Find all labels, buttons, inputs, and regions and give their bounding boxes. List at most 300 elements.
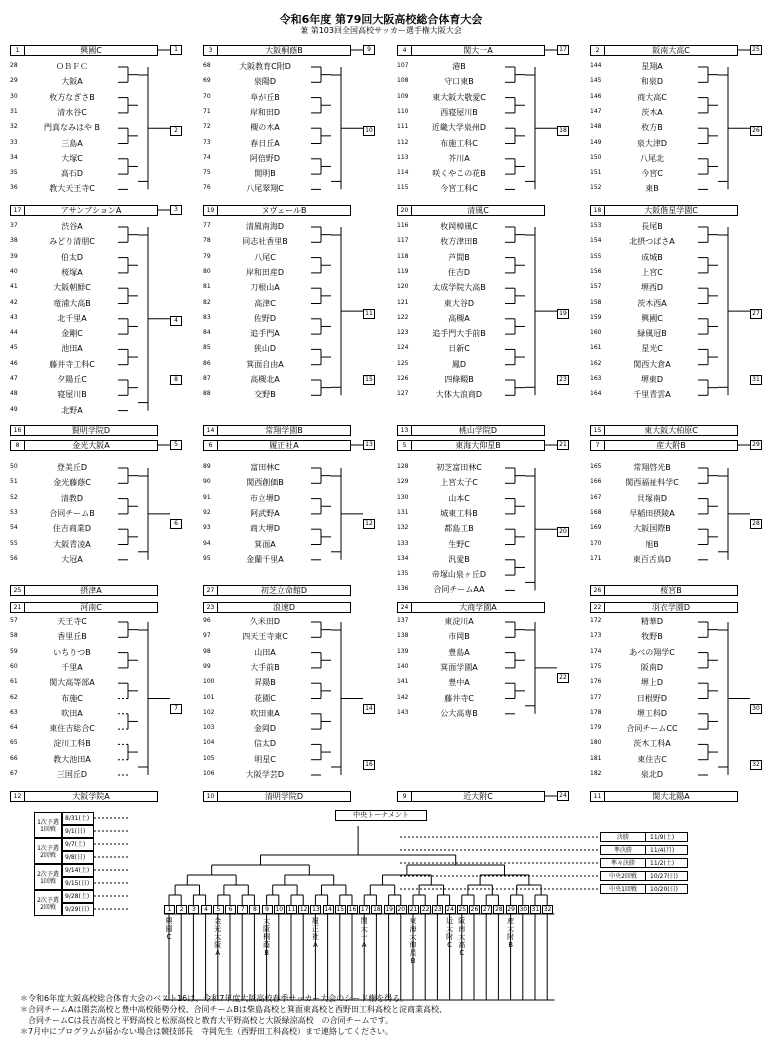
entry-team: 西寝屋川B: [440, 107, 478, 117]
round-date: 11/9(土): [650, 834, 675, 841]
central-slot: 11: [287, 906, 296, 913]
entry-number: 93: [203, 524, 211, 532]
seed-number: 16: [11, 426, 25, 435]
central-slot: 23: [434, 906, 442, 913]
entry-team: 興國C: [641, 313, 663, 323]
entry-number: 37: [10, 222, 18, 229]
entry-number: 126: [397, 375, 409, 382]
seed-team-name: 清風C: [467, 206, 489, 215]
match-number-box: 17: [557, 45, 569, 55]
entry-number: 57: [10, 617, 18, 624]
seed-number: 20: [398, 206, 412, 215]
central-slot: 24: [446, 906, 454, 913]
legend-date: 9/29(日): [62, 903, 94, 916]
entry-number: 115: [397, 184, 409, 192]
entry-team: 富田林C: [250, 463, 280, 472]
entry-team: 池田A: [61, 344, 83, 354]
central-seeded-team: 東海大仰星B: [409, 917, 417, 965]
entry-number: 84: [203, 329, 211, 337]
entry-number: 70: [203, 92, 211, 100]
entry-team: 金蘭千里A: [246, 554, 284, 564]
entry-team: 東住吉C: [637, 754, 667, 764]
entry-team: 金岡D: [253, 724, 277, 734]
central-slot: 21: [409, 906, 418, 913]
entry-number: 39: [10, 252, 18, 260]
entry-number: 164: [590, 390, 602, 398]
entry-team: 都島工B: [444, 524, 474, 534]
match-number-box: 21: [557, 440, 569, 450]
seed-number: 6: [204, 441, 218, 450]
central-slot: 3: [188, 905, 199, 914]
entry-team: 門真なみはや B: [43, 123, 101, 133]
seed-number: 27: [204, 586, 218, 595]
entry-team: 東大谷D: [443, 298, 475, 308]
entry-team: 東百舌鳥D: [632, 554, 672, 564]
entry-team: 三国丘D: [56, 770, 88, 779]
entry-number: 152: [590, 184, 602, 192]
entry-team: 金剛C: [61, 329, 83, 339]
entry-number: 98: [203, 647, 211, 655]
entry-team: 槻の木A: [250, 123, 280, 133]
entry-number: 168: [590, 508, 602, 516]
seed-team-name: 桃山学院D: [458, 426, 498, 435]
entry-number: 159: [590, 313, 602, 321]
entry-number: 75: [203, 169, 211, 177]
seed-number: 7: [591, 441, 605, 450]
entry-team: あべの翔学C: [629, 647, 675, 657]
entry-number: 95: [203, 554, 211, 562]
entry-team: 布施工科C: [440, 138, 478, 148]
entry-number: 112: [397, 138, 409, 146]
seed-number: 3: [204, 46, 218, 55]
seed-box: [203, 45, 351, 56]
entry-number: 162: [590, 359, 602, 367]
entry-team: 精華D: [640, 617, 664, 626]
central-round-date: [600, 871, 688, 881]
entry-team: 大手前B: [250, 662, 280, 672]
round-date: 11/2(土): [650, 860, 675, 867]
entry-team: 泉大津D: [636, 138, 668, 148]
entry-number: 149: [590, 138, 602, 146]
entry-number: 63: [10, 708, 18, 716]
seed-number: 10: [204, 792, 218, 801]
entry-number: 48: [10, 390, 18, 398]
entry-team: 大冠A: [61, 554, 83, 564]
entry-number: 176: [590, 678, 602, 686]
entry-team: 大阪国際B: [633, 524, 671, 534]
seed-number: 14: [204, 426, 218, 435]
round-name: 中央1回戦: [601, 885, 646, 894]
round-date: 10/20(日): [650, 886, 678, 893]
central-slot: 10: [275, 906, 284, 913]
entry-team: 堺西D: [640, 283, 664, 293]
entry-number: 102: [203, 708, 215, 716]
entry-number: 109: [397, 92, 409, 100]
entry-team: 大阪A: [61, 77, 83, 87]
seed-team-name: 関大北陽A: [652, 792, 690, 801]
entry-number: 30: [10, 92, 18, 100]
central-slot: 17: [360, 906, 369, 913]
central-slot: 1: [164, 905, 175, 914]
central-seeded-team: 大阪桐蔭B: [263, 917, 271, 957]
entry-team: 生野C: [448, 539, 470, 549]
entry-team: 初芝富田林C: [436, 463, 482, 472]
entry-number: 50: [10, 463, 18, 470]
match-number-box: 1: [170, 45, 182, 55]
seed-box: [397, 45, 545, 56]
entry-team: 追手門大手前B: [432, 329, 486, 339]
seed-number: 22: [591, 603, 605, 612]
entry-team: 八尾翠翔C: [246, 184, 284, 194]
entry-number: 141: [397, 678, 409, 686]
entry-number: 67: [10, 770, 18, 777]
entry-number: 40: [10, 267, 18, 275]
seed-team-name: 東大阪大柏原C: [644, 426, 698, 435]
entry-team: 岸和田D: [249, 107, 281, 117]
entry-team: 香里丘B: [57, 632, 87, 642]
legend-date: 9/14(土): [62, 864, 94, 877]
page-title: 令和6年度 第79回大阪高校総合体育大会: [279, 13, 483, 26]
entry-number: 173: [590, 632, 602, 640]
entry-team: 箕面学園A: [440, 662, 478, 672]
entry-team: 山本C: [448, 493, 470, 503]
entry-team: 商大高C: [637, 92, 667, 102]
entry-number: 171: [590, 554, 602, 562]
seed-number: 9: [398, 792, 412, 801]
entry-number: 140: [397, 662, 409, 670]
central-slot: 32: [543, 906, 552, 913]
entry-team: 北野A: [61, 405, 83, 415]
entry-number: 170: [590, 539, 602, 547]
entry-number: 47: [10, 375, 18, 382]
entry-number: 117: [397, 237, 409, 245]
entry-number: 54: [10, 524, 18, 532]
entry-number: 46: [10, 359, 18, 367]
entry-number: 129: [397, 478, 409, 486]
entry-number: 99: [203, 662, 211, 670]
legend-round: 2次予選 2回戦: [34, 890, 62, 916]
entry-team: 枚方なぎさB: [49, 92, 95, 102]
entry-team: 明星C: [254, 754, 276, 764]
entry-team: 茨木A: [641, 107, 663, 117]
entry-number: 44: [10, 329, 18, 337]
entry-team: 東B: [645, 184, 659, 194]
entry-number: 58: [10, 632, 18, 640]
seed-team-name: 履正社A: [269, 441, 299, 450]
match-number-box: 8: [170, 375, 182, 385]
footnote-line: ＊7月中にプログラムが届かない場合は競技部長 寺岡先生（西野田工科高校）まで連絡してください。: [20, 1027, 394, 1036]
seed-number: 17: [11, 206, 25, 215]
entry-number: 132: [397, 524, 409, 532]
entry-number: 43: [10, 313, 18, 321]
entry-team: 藤井寺C: [444, 693, 474, 703]
entry-team: 牧野B: [641, 632, 663, 642]
page-subtitle: 兼 第103回全国高校サッカー選手権大阪大会: [300, 26, 462, 35]
entry-team: 布施C: [61, 693, 83, 703]
entry-number: 87: [203, 375, 211, 382]
entry-team: 昇陽B: [254, 678, 276, 688]
seed-box: [10, 440, 158, 451]
entry-number: 86: [203, 359, 211, 367]
entry-number: 175: [590, 662, 602, 670]
entry-team: 交野B: [254, 390, 276, 400]
entry-team: 四天王寺東C: [242, 632, 288, 642]
entry-team: 堺東D: [640, 375, 664, 384]
entry-number: 113: [397, 153, 409, 161]
entry-number: 94: [203, 539, 211, 547]
entry-team: 天王寺C: [57, 617, 87, 626]
entry-number: 114: [397, 169, 409, 177]
entry-number: 32: [10, 123, 18, 131]
seed-team-name: 金光大阪A: [72, 441, 110, 450]
entry-number: 131: [397, 508, 409, 516]
entry-number: 101: [203, 693, 215, 701]
seed-box: [10, 585, 158, 596]
entry-team: 茨木工科A: [633, 739, 671, 749]
entry-team: 鳳D: [451, 359, 467, 369]
entry-number: 122: [397, 313, 409, 321]
entry-number: 160: [590, 329, 602, 337]
entry-team: 北摂つばさA: [629, 237, 675, 247]
match-number-box: 29: [750, 440, 762, 450]
seed-team-name: 常翔学園B: [265, 426, 303, 435]
entry-number: 38: [10, 237, 18, 245]
entry-number: 138: [397, 632, 409, 640]
round-name: 準決勝: [601, 846, 646, 855]
entry-number: 146: [590, 92, 602, 100]
central-slot: 15: [336, 906, 345, 913]
entry-number: 56: [10, 554, 18, 562]
entry-number: 180: [590, 739, 602, 747]
entry-team: 大阪朝鮮C: [53, 283, 91, 293]
entry-team: 竜浦大高B: [53, 298, 91, 308]
seed-team-name: 興國C: [80, 46, 102, 55]
seed-team-name: 大阪偕星学園C: [644, 206, 698, 215]
seed-box: [397, 791, 545, 802]
entry-number: 148: [590, 123, 602, 131]
match-number-box: 13: [363, 440, 375, 450]
entry-team: 咲くやこの花B: [432, 169, 486, 179]
entry-number: 119: [397, 267, 409, 275]
entry-team: 金光藤蔭C: [53, 478, 91, 488]
seed-box: [590, 602, 738, 613]
entry-team: 合同チームCC: [626, 724, 678, 734]
entry-number: 42: [10, 298, 18, 306]
entry-number: 107: [397, 62, 409, 69]
entry-team: 久米田D: [249, 617, 281, 626]
seed-box: [203, 440, 351, 451]
entry-team: 山田A: [254, 647, 276, 657]
entry-team: 淀川工科B: [53, 739, 91, 749]
entry-number: 130: [397, 493, 409, 501]
entry-number: 161: [590, 344, 602, 352]
match-number-box: 4: [170, 316, 182, 326]
entry-number: 181: [590, 754, 602, 762]
match-number-box: 15: [363, 375, 375, 385]
entry-number: 51: [10, 478, 18, 486]
entry-team: 豊中A: [448, 678, 470, 688]
central-seeded-team: 阪南大高C: [458, 917, 466, 957]
entry-team: 城東工科B: [440, 508, 478, 518]
round-name: 決勝: [601, 833, 646, 842]
central-slot: 30: [519, 906, 528, 913]
central-slot: 25: [458, 906, 467, 913]
entry-team: 日新C: [448, 344, 470, 354]
match-number-box: 25: [750, 45, 762, 55]
entry-team: 春日丘A: [250, 138, 280, 148]
entry-team: 日根野D: [636, 693, 668, 703]
footnote-line: ＊合同チームAは園芸高校と豊中高校能勢分校、合同チームBは柴島高校と箕面東高校と西野田工科高校と淀商業高校、: [20, 1005, 447, 1014]
entry-team: 長尾B: [641, 222, 663, 231]
entry-number: 144: [590, 62, 602, 69]
seed-number: 1: [11, 46, 25, 55]
entry-number: 88: [203, 390, 211, 398]
entry-team: 茨木西A: [637, 298, 667, 308]
seed-team-name: 大商学園A: [459, 603, 497, 612]
seed-box: [10, 45, 158, 56]
legend-date: 9/8(日): [62, 851, 94, 864]
entry-number: 33: [10, 138, 18, 146]
entry-number: 105: [203, 754, 215, 762]
legend-date: 8/31(土): [62, 812, 94, 825]
entry-team: 八尾北: [640, 153, 664, 163]
entry-number: 123: [397, 329, 409, 337]
seed-number: 25: [11, 586, 25, 595]
seed-number: 8: [11, 441, 25, 450]
entry-team: 今宮C: [641, 169, 663, 179]
entry-number: 45: [10, 344, 18, 352]
central-slot: 9: [262, 905, 273, 914]
entry-number: 116: [397, 222, 409, 229]
central-slot: 14: [324, 906, 332, 913]
entry-number: 91: [203, 493, 211, 501]
seed-number: 26: [591, 586, 605, 595]
central-slot: 18: [373, 906, 381, 913]
entry-number: 111: [397, 123, 409, 131]
entry-number: 128: [397, 463, 409, 470]
entry-team: 三島A: [61, 138, 83, 148]
entry-team: 旭B: [645, 539, 659, 549]
seed-team-name: 阪南大高C: [652, 46, 690, 55]
entry-team: 枚岡樟風C: [440, 222, 478, 231]
match-number-box: 18: [557, 126, 569, 136]
entry-number: 147: [590, 107, 602, 115]
central-slot: 6: [225, 905, 236, 914]
central-slot: 12: [299, 906, 308, 913]
match-number-box: 28: [750, 519, 762, 529]
entry-team: 大阪青凌A: [53, 539, 91, 549]
seed-box: [10, 602, 158, 613]
entry-number: 127: [397, 390, 409, 398]
match-number-box: 6: [170, 519, 182, 529]
entry-team: 清風南海D: [245, 222, 285, 231]
seed-box: [590, 440, 738, 451]
entry-number: 143: [397, 708, 409, 716]
entry-team: 高槻A: [448, 313, 470, 323]
entry-number: 156: [590, 267, 602, 275]
round-name: 中央2回戦: [601, 872, 646, 881]
match-number-box: 24: [557, 791, 569, 801]
entry-team: 東大阪大敬愛C: [432, 92, 486, 102]
central-round-date: [600, 832, 688, 842]
central-tournament-title: 中央トーナメント: [335, 810, 427, 821]
match-number-box: 16: [363, 760, 375, 770]
entry-number: 61: [10, 678, 18, 686]
entry-team: 市岡B: [448, 632, 470, 642]
entry-number: 71: [203, 107, 211, 115]
entry-number: 110: [397, 107, 409, 115]
seed-box: [397, 440, 545, 451]
entry-team: 豊島A: [448, 647, 470, 657]
legend-date: 9/1(日): [62, 825, 94, 838]
entry-team: 泉陽D: [253, 77, 277, 87]
entry-number: 77: [203, 222, 211, 229]
entry-team: 教大池田A: [53, 754, 91, 764]
entry-number: 154: [590, 237, 602, 245]
entry-number: 108: [397, 77, 409, 85]
match-number-box: 26: [750, 126, 762, 136]
entry-team: 吹田東A: [250, 708, 280, 718]
seed-box: [203, 425, 351, 436]
entry-team: 寝屋川B: [57, 390, 87, 400]
round-name: 準々決勝: [601, 859, 646, 868]
match-number-box: 27: [750, 309, 762, 319]
entry-number: 73: [203, 138, 211, 146]
entry-number: 55: [10, 539, 18, 547]
central-seeded-team: 金光大阪A: [214, 917, 222, 957]
entry-number: 169: [590, 524, 602, 532]
seed-number: 13: [398, 426, 412, 435]
seed-box: [397, 205, 545, 216]
entry-team: 貝塚南D: [636, 493, 668, 503]
entry-team: 関西福祉科学C: [625, 478, 679, 488]
entry-number: 34: [10, 153, 18, 161]
match-number-box: 32: [750, 760, 762, 770]
entry-number: 139: [397, 647, 409, 655]
entry-team: 教大天王寺C: [49, 184, 95, 194]
entry-team: 商大堺D: [249, 524, 281, 534]
legend-date: 9/7(土): [62, 838, 94, 851]
entry-team: 関西創価B: [246, 478, 284, 488]
entry-number: 166: [590, 478, 602, 486]
entry-team: 阿武野A: [250, 508, 280, 518]
entry-number: 68: [203, 62, 211, 69]
seed-box: [590, 585, 738, 596]
entry-team: 岸和田産D: [245, 267, 285, 277]
seed-box: [10, 425, 158, 436]
entry-number: 178: [590, 708, 602, 716]
entry-number: 151: [590, 169, 602, 177]
entry-number: 121: [397, 298, 409, 306]
match-number-box: 30: [750, 704, 762, 714]
entry-number: 60: [10, 662, 18, 670]
entry-team: 阿倍野D: [249, 153, 281, 163]
entry-number: 92: [203, 508, 211, 516]
entry-team: ＯＢＦＣ: [56, 62, 88, 71]
entry-number: 79: [203, 252, 211, 260]
entry-number: 52: [10, 493, 18, 501]
entry-number: 76: [203, 184, 211, 192]
entry-team: 狭山D: [253, 344, 277, 354]
match-number-box: 3: [170, 205, 182, 215]
match-number-box: 20: [557, 527, 569, 537]
entry-number: 53: [10, 508, 18, 516]
entry-team: 成城B: [641, 252, 663, 262]
entry-team: 千里青雲A: [633, 390, 671, 400]
entry-number: 145: [590, 77, 602, 85]
entry-number: 90: [203, 478, 211, 486]
entry-team: 高石D: [60, 169, 84, 179]
